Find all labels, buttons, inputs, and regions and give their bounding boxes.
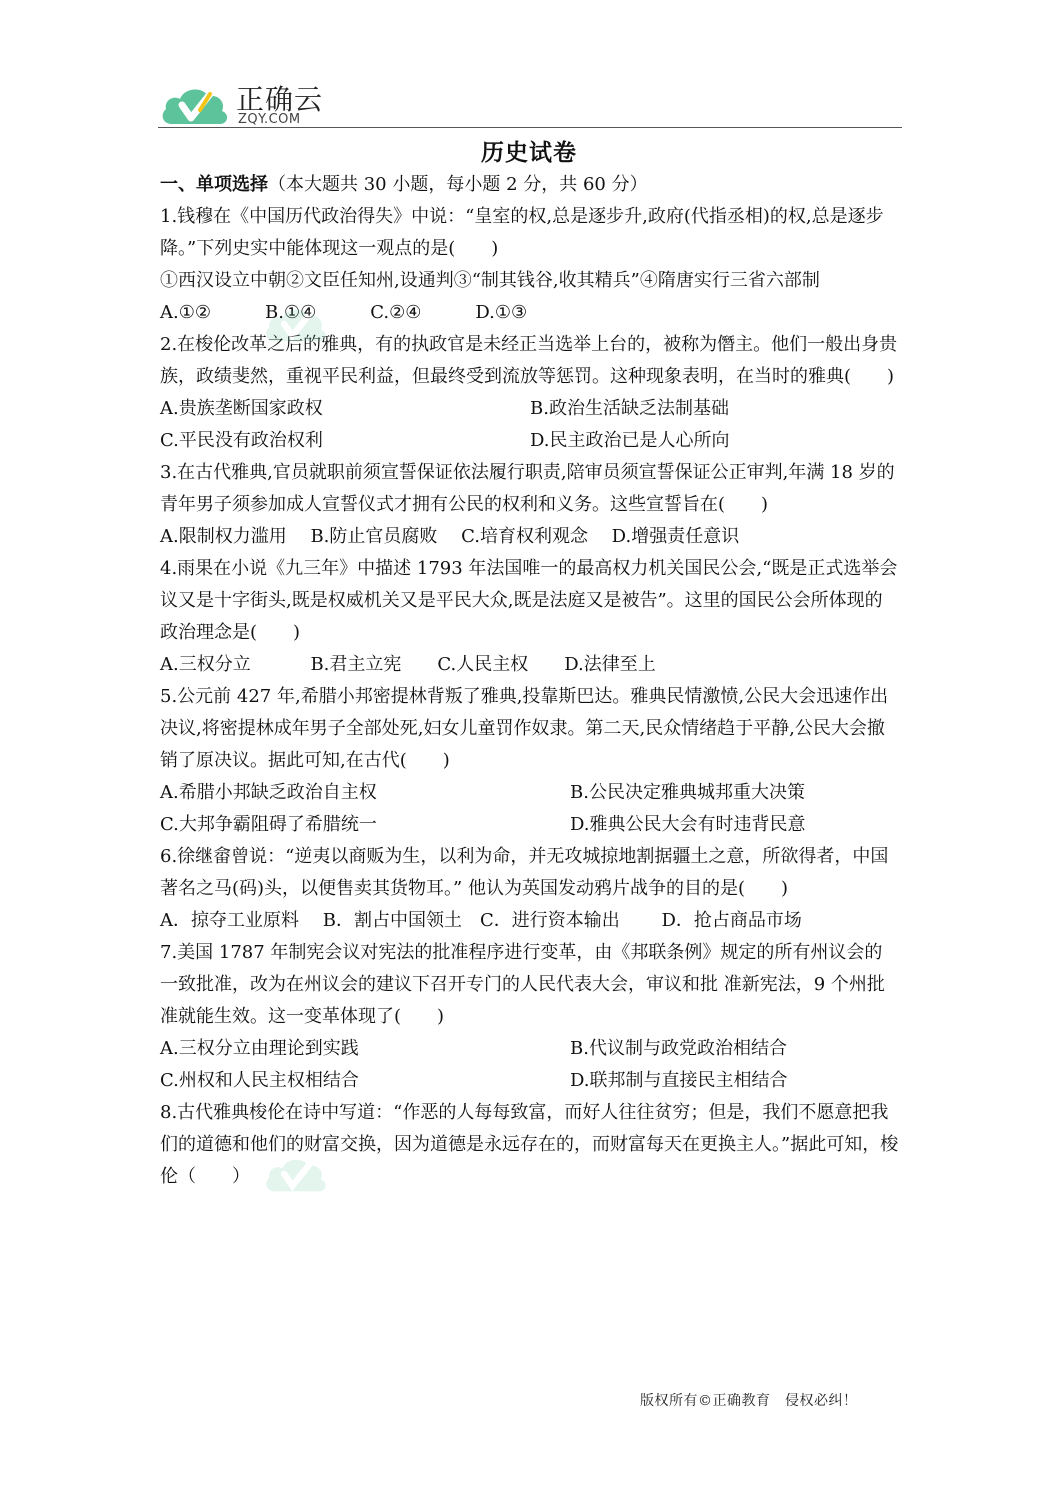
question-1-items: ①西汉设立中朝②文臣任知州,设通判③“制其钱谷,收其精兵”④隋唐实行三省六部制 [160,270,820,291]
brand-domain: ZQY.COM [238,112,301,127]
question-3-stem: 3.在古代雅典,官员就职前须宣誓保证依法履行职责,陪审员须宣誓保证公正审判,年满 18 岁的青年男子须参加成人宣誓仪式才拥有公民的权利和义务。这些宣誓旨在( ) [160,462,895,515]
section-heading [160,169,900,201]
question-5-option-d: D.雅典公民大会有时违背民意 [570,814,806,835]
header [158,80,902,128]
question-5-option-c: C.大邦争霸阻碍了希腊统一 [160,814,377,835]
cloud-check-logo-icon [158,80,234,128]
question-7-option-b: B.代议制与政党政治相结合 [570,1038,787,1059]
question-7-option-d: D.联邦制与直接民主相结合 [570,1070,788,1091]
question-5-options [160,777,900,841]
exam-content [160,169,900,1193]
section-note: （本大题共 30 小题，每小题 2 分，共 60 分） [268,174,648,195]
question-6-options: A．掠夺工业原料 B．割占中国领土 C．进行资本输出 D．抢占商品市场 [160,910,802,931]
question-6-stem: 6.徐继畲曾说：“逆夷以商贩为生，以利为命，并无攻城掠地割据疆土之意，所欲得者，中国著名之马(码)头，以便售卖其货物耳。” 他认为英国发动鸦片战争的目的是( ) [160,846,889,899]
question-2-option-b: B.政治生活缺乏法制基础 [530,398,729,419]
question-2-option-d: D.民主政治已是人心所向 [530,430,730,451]
copyright-footer: 版权所有©正确教育 侵权必纠！ [640,1393,858,1409]
question-2-option-c: C.平民没有政治权利 [160,430,323,451]
brand-name: 正确云 [236,83,324,116]
header-divider [158,127,902,128]
question-2-option-a: A.贵族垄断国家政权 [160,398,323,419]
page-title: 历史试卷 [481,139,577,166]
question-3-options: A.限制权力滥用 B.防止官员腐败 C.培育权利观念 D.增强责任意识 [160,526,740,547]
question-8-stem: 8.古代雅典梭伦在诗中写道：“作恶的人每每致富，而好人往往贫穷；但是，我们不愿意把我们的道德和他们的财富交换，因为道德是永远存在的，而财富每天在更换主人。”据此可知，梭伦（ ） [160,1102,899,1187]
question-7-option-a: A.三权分立由理论到实践 [160,1038,359,1059]
question-2-options [160,393,900,457]
question-7-options [160,1033,900,1097]
section-title: 一、单项选择 [160,174,268,195]
question-5-stem: 5.公元前 427 年,希腊小邦密提林背叛了雅典,投靠斯巴达。雅典民情激愤,公民大会迅速作出决议,将密提林成年男子全部处死,妇女儿童罚作奴隶。第二天,民众情绪趋于平静,公民大会撤销了原决议。据此可知,在古代( ) [160,686,889,771]
question-4-options: A.三权分立 B.君主立宪 C.人民主权 D.法律至上 [160,654,656,675]
question-5-option-b: B.公民决定雅典城邦重大决策 [570,782,805,803]
question-7-option-c: C.州权和人民主权相结合 [160,1070,359,1091]
question-1-options: A.①② B.①④ C.②④ D.①③ [160,302,528,323]
question-1-stem: 1.钱穆在《中国历代政治得失》中说：“皇室的权,总是逐步升,政府(代指丞相)的权,总是逐步降。”下列史实中能体现这一观点的是( ) [160,206,884,259]
question-2-stem: 2.在梭伦改革之后的雅典，有的执政官是未经正当选举上台的，被称为僭主。他们一般出身贵族，政绩斐然，重视平民利益，但最终受到流放等惩罚。这种现象表明，在当时的雅典( ) [160,334,898,387]
question-4-stem: 4.雨果在小说《九三年》中描述 1793 年法国唯一的最高权力机关国民公会,“既是正式选举会议又是十字街头,既是权威机关又是平民大众,既是法庭又是被告”。这里的国民公会所体现的政治理念是( ) [160,558,898,643]
question-5-option-a: A.希腊小邦缺乏政治自主权 [160,782,377,803]
question-7-stem: 7.美国 1787 年制宪会议对宪法的批准程序进行变革，由《邦联条例》规定的所有州议会的一致批准，改为在州议会的建议下召开专门的人民代表大会，审议和批 准新宪法，9 个州批准就能生效。这一变革体现了( ) [160,942,885,1027]
